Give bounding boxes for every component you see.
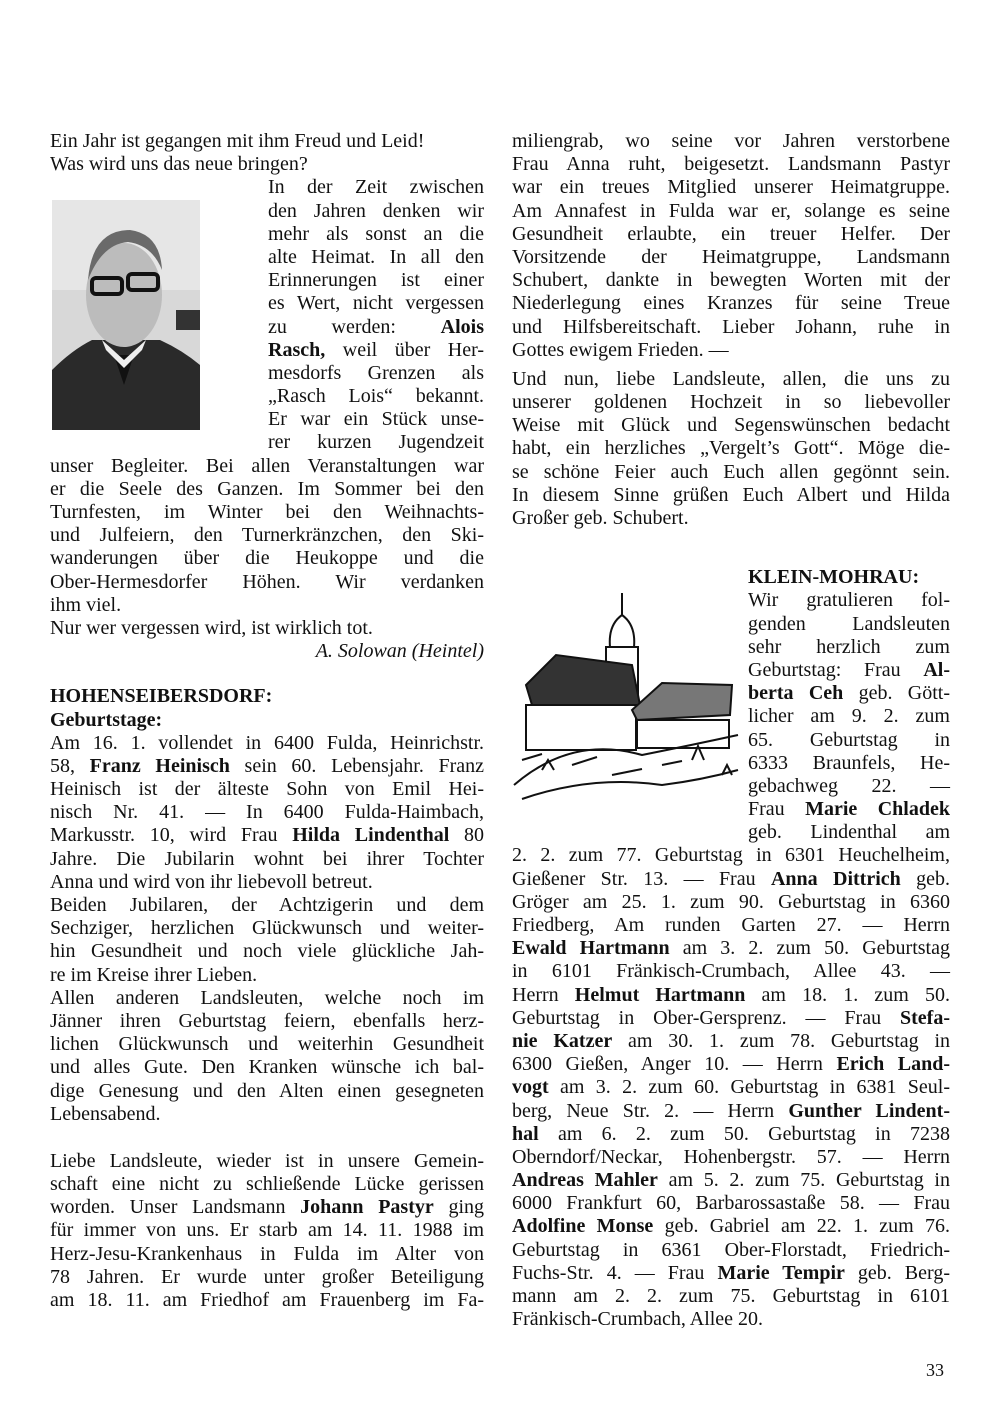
text-line <box>512 1076 950 1099</box>
text-line <box>748 613 950 636</box>
text-line <box>512 339 950 362</box>
text-line <box>50 778 484 801</box>
text-segment: schaft eine nicht zu schließende Lücke gerissen <box>50 1173 484 1196</box>
text-line <box>512 1053 950 1076</box>
bold-name: Marie Chladek <box>805 798 950 821</box>
text-segment: Gießener Str. 13. — Frau <box>512 867 771 890</box>
text-segment: Gröger am 25. 1. zum 90. Geburtstag in 6360 <box>512 890 950 913</box>
text-line <box>512 1169 950 1192</box>
text-segment: nisch Nr. 41. — In 6400 Fulda-Haimbach, <box>50 801 484 824</box>
text-segment: In der Zeit zwischen <box>268 176 484 199</box>
text-segment: Vorsitzende der Heimatgruppe, Landsmann <box>512 245 950 268</box>
text-segment: re im Kreise ihrer Lieben. <box>50 963 258 986</box>
text-segment: Oberndorf/Neckar, Hohenbergstr. 57. — Herrn <box>512 1145 950 1168</box>
text-segment: Sechziger, herzlichen Glückwunsch und weiter- <box>50 917 484 940</box>
page-number: 33 <box>926 1360 944 1380</box>
text-segment: Und nun, liebe Landsleute, allen, die uns zu <box>512 367 950 390</box>
text-line <box>50 709 484 732</box>
golden-wedding-thanks <box>512 368 950 530</box>
text-segment: Ober-Hermesdorfer Höhen. Wir verdanken <box>50 570 484 593</box>
text-segment: Weise mit Glück und Segenswünschen bedacht <box>512 414 950 437</box>
text-segment: am 30. 1. zum 78. Geburtstag in <box>612 1029 951 1052</box>
text-line <box>50 848 484 871</box>
text-segment: rer kurzen Jugendzeit <box>268 431 484 454</box>
text-line <box>512 1192 950 1215</box>
text-line <box>50 547 484 570</box>
text-line <box>268 292 484 315</box>
bold-name: hal <box>512 1122 539 1145</box>
bold-name: Johann Pastyr <box>300 1196 434 1219</box>
text-line <box>50 640 484 663</box>
text-segment: Am 16. 1. vollendet in 6400 Fulda, Heinrichstr. <box>50 731 484 754</box>
text-segment: gebachweg 22. — <box>748 774 950 797</box>
text-segment: Herz-Jesu-Krankenhaus in Fulda im Alter von <box>50 1242 484 1265</box>
text-line <box>748 659 950 682</box>
text-segment: für immer von uns. Er starb am 14. 11. 1988 im <box>50 1219 484 1242</box>
text-line <box>50 594 484 617</box>
text-line <box>50 755 484 778</box>
text-line <box>50 1266 484 1289</box>
text-line <box>268 362 484 385</box>
left-column <box>50 130 484 1312</box>
text-segment: er die Seele des Ganzen. Im Sommer bei den <box>50 477 484 500</box>
text-line <box>50 524 484 547</box>
text-segment: Gesundheit erlaubte, ein treuer Helfer. Der <box>512 222 950 245</box>
bold-name: Anna Dittrich <box>770 867 901 890</box>
text-line <box>50 1150 484 1173</box>
text-segment: Geburtstag in 6361 Ober-Florstadt, Friedrich- <box>512 1238 950 1261</box>
text-line <box>512 1123 950 1146</box>
text-segment: geb. <box>900 867 950 890</box>
text-line <box>50 1196 484 1219</box>
text-segment: Fränkisch-Crumbach, Allee 20. <box>512 1308 764 1331</box>
bold-name: Hilda Lindenthal <box>292 824 450 847</box>
text-line <box>50 824 484 847</box>
text-segment: Heinisch ist der älteste Sohn von Emil Hei- <box>50 778 484 801</box>
text-segment: war ein treues Mitglied unserer Heimatgruppe. <box>512 176 950 199</box>
text-segment: Anna und wird von ihr liebevoll betreut. <box>50 870 373 893</box>
text-line <box>50 1033 484 1056</box>
text-line <box>512 937 950 960</box>
text-segment: 58, <box>50 754 90 777</box>
text-line <box>512 484 950 507</box>
text-line <box>512 914 950 937</box>
text-segment: am 5. 2. zum 75. Geburtstag in <box>657 1169 950 1192</box>
bold-name: HOHENSEIBERSDORF: <box>50 685 273 708</box>
text-segment: A. Solowan (Heintel) <box>315 640 484 663</box>
text-segment: weil über Her- <box>325 338 484 361</box>
bold-name: Franz Heinisch <box>89 754 230 777</box>
text-line <box>268 339 484 362</box>
text-segment: alte Heimat. In all den <box>268 245 484 268</box>
text-segment: wanderungen über die Heukoppe und die <box>50 547 484 570</box>
bold-name: Geburtstage: <box>50 708 163 731</box>
johann-pastyr-obituary-continued <box>512 130 950 362</box>
text-line <box>268 269 484 292</box>
text-line <box>268 431 484 454</box>
bold-name: Rasch, <box>268 338 326 361</box>
klein-mohrau-section <box>748 566 950 844</box>
text-segment: 2. 2. zum 77. Geburtstag in 6301 Heuchelheim, <box>512 844 950 867</box>
text-segment: habt, ein herzliches „Vergelt’s Gott“. Möge die- <box>512 437 950 460</box>
text-line <box>512 200 950 223</box>
text-segment: mesdorfs Grenzen als <box>268 361 484 384</box>
text-segment: und Julfeiern, den Turnerkränzchen, den Ski- <box>50 524 484 547</box>
text-line <box>50 1243 484 1266</box>
text-line <box>512 414 950 437</box>
text-segment: sehr herzlich zum <box>748 635 950 658</box>
text-segment: unserer goldenen Hochzeit in so liebevoller <box>512 391 950 414</box>
text-line <box>50 1173 484 1196</box>
text-line <box>512 461 950 484</box>
text-segment: Was wird uns das neue bringen? <box>50 153 308 176</box>
text-line <box>50 501 484 524</box>
text-segment: licher am 9. 2. zum <box>748 705 950 728</box>
text-segment: berg, Neue Str. 2. — Herrn <box>512 1099 789 1122</box>
text-line <box>512 269 950 292</box>
text-segment: miliengrab, wo seine vor Jahren verstorbene <box>512 130 950 152</box>
text-segment: und alles Gute. Den Kranken wünsche ich bal- <box>50 1056 484 1079</box>
text-segment: mann am 2. 2. zum 75. Geburtstag in 6101 <box>512 1285 950 1307</box>
text-line <box>512 1146 950 1169</box>
text-segment: geb. Gött- <box>843 682 951 705</box>
text-segment: und Hilfsbereitschaft. Lieber Johann, ruhe in <box>512 315 950 338</box>
text-line <box>50 1010 484 1033</box>
text-segment: Erinnerungen ist einer <box>268 269 484 292</box>
text-segment: Jahre. Die Jubilarin wohnt bei ihrer Tochter <box>50 847 484 870</box>
text-line <box>268 200 484 223</box>
bold-name: Marie Tempir <box>717 1261 845 1284</box>
text-segment: Frau <box>748 798 806 821</box>
text-segment: Großer geb. Schubert. <box>512 507 689 529</box>
text-segment: 6300 Gießen, Anger 10. — Herrn <box>512 1053 837 1076</box>
text-segment: geb. Gabriel am 22. 1. zum 76. <box>653 1215 951 1238</box>
poem-lines <box>50 130 484 176</box>
text-segment: am 18. 1. zum 50. <box>745 983 951 1006</box>
text-segment: lichen Glückwunsch und weiterhin Gesundheit <box>50 1033 484 1056</box>
text-line <box>50 894 484 917</box>
text-segment: am 3. 2. zum 50. Geburtstag <box>669 937 950 960</box>
bold-name: Alois <box>440 315 484 338</box>
text-segment: Turnfesten, im Winter bei den Weihnachts- <box>50 501 484 523</box>
text-segment: Er war ein Stück unse- <box>268 408 484 431</box>
text-segment: Am Annafest in Fulda war er, solange es seine <box>512 199 950 222</box>
text-segment: Gottes ewigem Frieden. — <box>512 338 729 361</box>
text-segment: „Rasch Lois“ bekannt. <box>268 385 484 408</box>
alois-rasch-tribute <box>268 176 484 454</box>
text-line <box>748 682 950 705</box>
text-line <box>50 1103 484 1126</box>
klein-mohrau-birthdays <box>512 844 950 1331</box>
alois-rasch-tribute-continued <box>50 455 484 664</box>
text-segment: am 6. 2. zum 50. Geburtstag in 7238 <box>538 1122 950 1145</box>
text-line <box>268 385 484 408</box>
text-segment: zu werden: <box>268 315 441 338</box>
text-segment: in 6101 Fränkisch-Crumbach, Allee 43. — <box>512 960 950 983</box>
text-line <box>748 636 950 659</box>
text-line <box>50 801 484 824</box>
text-line <box>50 871 484 894</box>
text-segment: Frau Anna ruht, beigesetzt. Landsmann Pastyr <box>512 153 950 176</box>
bold-name: KLEIN-MOHRAU: <box>748 566 920 589</box>
text-segment: 80 <box>449 824 484 847</box>
text-line <box>748 566 950 589</box>
text-segment: Herrn <box>512 983 575 1006</box>
text-line <box>50 1056 484 1079</box>
text-line <box>50 478 484 501</box>
text-segment: dige Genesung und den Alten einen gesegneten <box>50 1079 484 1102</box>
text-line <box>268 246 484 269</box>
text-line <box>512 1239 950 1262</box>
text-segment: 6333 Braunfels, He- <box>748 751 950 774</box>
text-line <box>748 729 950 752</box>
text-segment: es Wert, nicht vergessen <box>268 292 484 315</box>
text-segment: hin Gesundheit und noch viele glückliche Jah- <box>50 940 484 963</box>
text-segment: geb. Berg- <box>844 1261 950 1284</box>
text-segment: Allen anderen Landsleuten, welche noch im <box>50 986 484 1009</box>
text-line <box>50 917 484 940</box>
text-line <box>50 987 484 1010</box>
text-segment: am 3. 2. zum 60. Geburtstag in 6381 Seul- <box>548 1076 950 1099</box>
text-segment: Schubert, dankte in bewegten Worten mit der <box>512 269 950 292</box>
text-segment: Beiden Jubilaren, der Achtzigerin und dem <box>50 894 484 916</box>
text-line <box>512 316 950 339</box>
text-segment: Niederlegung eines Kranzes für seine Treue <box>512 292 950 315</box>
text-line <box>748 775 950 798</box>
text-segment: Markusstr. 10, wird Frau <box>50 824 293 847</box>
text-line <box>512 246 950 269</box>
text-line <box>748 752 950 775</box>
hohenseibersdorf-section <box>50 685 484 1126</box>
bold-name: vogt <box>512 1076 549 1099</box>
text-segment: geb. Lindenthal am <box>748 821 950 844</box>
text-line <box>512 437 950 460</box>
text-line <box>268 176 484 199</box>
text-line <box>50 1219 484 1242</box>
text-segment: 6000 Frankfurt 60, Barbarossastaße 58. — Frau <box>512 1192 950 1215</box>
text-segment: den Jahren denken wir <box>268 199 484 222</box>
text-line <box>512 1007 950 1030</box>
bold-name: nie Katzer <box>512 1029 613 1052</box>
text-line <box>512 1215 950 1238</box>
text-line <box>50 1080 484 1103</box>
text-segment: ihm viel. <box>50 593 122 616</box>
text-line <box>512 1308 950 1331</box>
text-segment: worden. Unser Landsmann <box>50 1196 301 1219</box>
text-line <box>748 821 950 844</box>
bold-name: berta Ceh <box>748 682 844 705</box>
text-line <box>512 844 950 867</box>
text-line <box>50 617 484 640</box>
text-line <box>748 705 950 728</box>
text-segment: ging <box>433 1196 485 1219</box>
bold-name: Adolfine Monse <box>512 1215 654 1238</box>
text-line <box>512 223 950 246</box>
johann-pastyr-obituary <box>50 1150 484 1312</box>
text-line <box>512 391 950 414</box>
text-segment: sein 60. Lebensjahr. Franz <box>229 754 485 777</box>
text-line <box>748 798 950 821</box>
text-line <box>512 1262 950 1285</box>
text-segment: Wir gratulieren fol- <box>748 589 950 612</box>
bold-name: Erich Land- <box>836 1053 950 1076</box>
text-line <box>512 507 950 530</box>
bold-name: Andreas Mahler <box>512 1169 658 1192</box>
text-line <box>50 1289 484 1312</box>
text-line <box>268 408 484 431</box>
text-segment: Lebensabend. <box>50 1102 161 1125</box>
text-line <box>268 316 484 339</box>
text-segment: se schöne Feier auch Euch allen gegönnt sein. <box>512 460 950 483</box>
bold-name: Gunther Lindent- <box>788 1099 951 1122</box>
text-segment: In diesem Sinne grüßen Euch Albert und Hilda <box>512 483 950 506</box>
text-line <box>268 223 484 246</box>
text-segment: 78 Jahren. Er wurde unter großer Beteiligung <box>50 1265 484 1288</box>
text-segment: genden Landsleuten <box>748 612 950 635</box>
text-segment: Jänner ihren Geburtstag feiern, ebenfalls herz- <box>50 1009 484 1032</box>
text-line <box>512 1285 950 1308</box>
text-line <box>50 964 484 987</box>
text-segment: Friedberg, Am runden Garten 27. — Herrn <box>512 914 950 936</box>
bold-name: Al- <box>923 658 950 681</box>
text-line <box>512 292 950 315</box>
text-segment: Fuchs-Str. 4. — Frau <box>512 1261 718 1284</box>
bold-name: Helmut Hartmann <box>574 983 746 1006</box>
text-segment: unser Begleiter. Bei allen Veranstaltungen war <box>50 454 484 477</box>
text-segment: Geburtstag in Ober-Gersprenz. — Frau <box>512 1006 901 1029</box>
text-segment: mehr als sonst an die <box>268 222 484 245</box>
text-line <box>512 368 950 391</box>
text-line <box>50 940 484 963</box>
text-line <box>512 1100 950 1123</box>
text-line <box>512 868 950 891</box>
text-segment: Nur wer vergessen wird, ist wirklich tot. <box>50 616 373 639</box>
text-line <box>512 153 950 176</box>
text-line <box>50 732 484 755</box>
text-segment: Ein Jahr ist gegangen mit ihm Freud und Leid! <box>50 130 425 152</box>
text-line <box>512 960 950 983</box>
text-line <box>512 984 950 1007</box>
text-segment: Geburtstag: Frau <box>748 658 924 681</box>
text-line <box>748 589 950 612</box>
text-line <box>50 571 484 594</box>
text-line <box>512 176 950 199</box>
bold-name: Ewald Hartmann <box>512 937 670 960</box>
text-line <box>50 130 484 153</box>
bold-name: Stefa- <box>900 1006 950 1029</box>
text-line <box>50 685 484 708</box>
text-segment: am 18. 11. am Friedhof am Frauenberg im Fa- <box>50 1289 484 1311</box>
text-segment: 65. Geburtstag in <box>748 728 950 751</box>
text-segment: Liebe Landsleute, wieder ist in unsere Gemein- <box>50 1149 484 1172</box>
text-line <box>512 891 950 914</box>
text-line <box>512 1030 950 1053</box>
text-line <box>512 130 950 153</box>
right-column <box>512 130 950 1331</box>
text-line <box>50 153 484 176</box>
text-line <box>50 455 484 478</box>
